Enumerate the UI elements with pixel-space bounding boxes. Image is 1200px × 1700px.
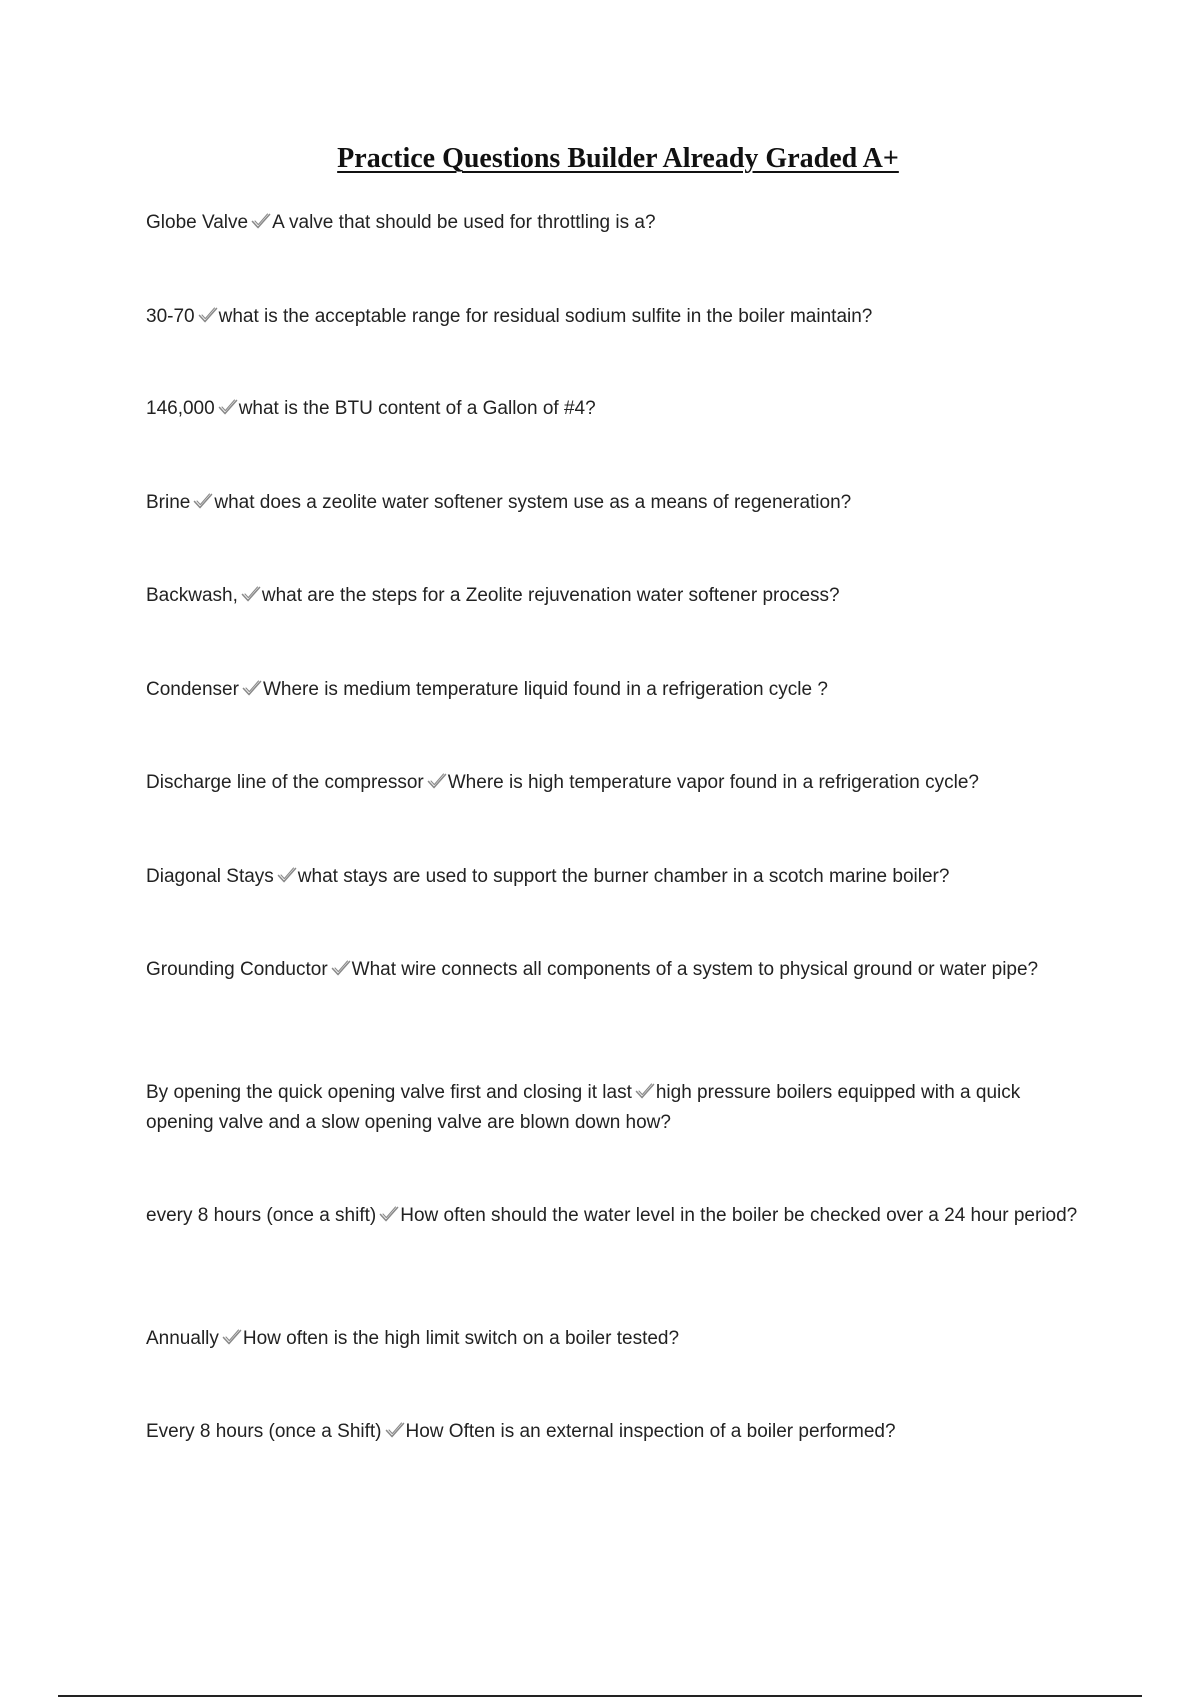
checkmark-icon (427, 772, 447, 790)
question-text: what is the acceptable range for residual sodium sulfite in the boiler maintain? (218, 306, 873, 327)
answer-text: Condenser (146, 679, 239, 700)
question-text: How Often is an external inspection of a boiler performed? (405, 1421, 896, 1442)
checkmark-icon (193, 492, 213, 510)
question-text: what does a zeolite water softener system use as a means of regeneration? (214, 492, 852, 513)
question-text: what is the BTU content of a Gallon of #4? (238, 398, 596, 419)
list-item (146, 488, 1086, 518)
question-text: Where is high temperature vapor found in a refrigeration cycle? (447, 772, 979, 793)
list-item (146, 768, 1086, 798)
answer-text: Every 8 hours (once a Shift) (146, 1421, 382, 1442)
answer-text: Brine (146, 492, 191, 513)
answer-text: Globe Valve (146, 212, 249, 233)
list-item (146, 208, 1086, 238)
checkmark-icon (251, 212, 271, 230)
answer-text: every 8 hours (once a shift) (146, 1205, 377, 1226)
list-item (146, 862, 1086, 892)
answer-text: 146,000 (146, 398, 215, 419)
checkmark-icon (222, 1328, 242, 1346)
checkmark-icon (242, 679, 262, 697)
checkmark-icon (635, 1082, 655, 1100)
question-text: Where is medium temperature liquid found in a refrigeration cycle ? (262, 679, 828, 700)
list-item (146, 394, 1086, 424)
list-item (146, 1417, 1086, 1447)
question-text: what are the steps for a Zeolite rejuvenation water softener process? (261, 585, 840, 606)
checkmark-icon (379, 1205, 399, 1223)
page-title (0, 142, 1200, 176)
answer-text: Diagonal Stays (146, 866, 274, 887)
question-text: A valve that should be used for throttling is a? (272, 212, 656, 233)
footer-divider (58, 1695, 1142, 1697)
list-item (146, 581, 1086, 611)
list-item (146, 1324, 1086, 1354)
question-text: high pressure boilers equipped with a quick opening valve and a slow opening valve are blown down how? (146, 1082, 1021, 1133)
answer-text: Backwash, (146, 585, 238, 606)
answer-text: 30-70 (146, 306, 195, 327)
list-item (146, 1078, 1086, 1138)
list-item (146, 955, 1086, 985)
list-item (146, 302, 1086, 332)
answer-text: Annually (146, 1328, 219, 1349)
question-text: what stays are used to support the burner chamber in a scotch marine boiler? (297, 866, 950, 887)
checkmark-icon (331, 959, 351, 977)
checkmark-icon (241, 585, 261, 603)
question-text: How often should the water level in the boiler be checked over a 24 hour period? (400, 1205, 1078, 1226)
question-text: How often is the high limit switch on a boiler tested? (242, 1328, 680, 1349)
list-item (146, 1201, 1086, 1231)
checkmark-icon (218, 398, 238, 416)
checkmark-icon (198, 306, 218, 324)
list-item (146, 675, 1086, 705)
checkmark-icon (277, 866, 297, 884)
answer-text: Grounding Conductor (146, 959, 328, 980)
question-text: What wire connects all components of a system to physical ground or water pipe? (351, 959, 1039, 980)
answer-text: By opening the quick opening valve first and closing it last (146, 1082, 632, 1103)
page-title-text: Practice Questions Builder Already Graded A+ (337, 143, 899, 174)
checkmark-icon (385, 1421, 405, 1439)
answer-text: Discharge line of the compressor (146, 772, 424, 793)
